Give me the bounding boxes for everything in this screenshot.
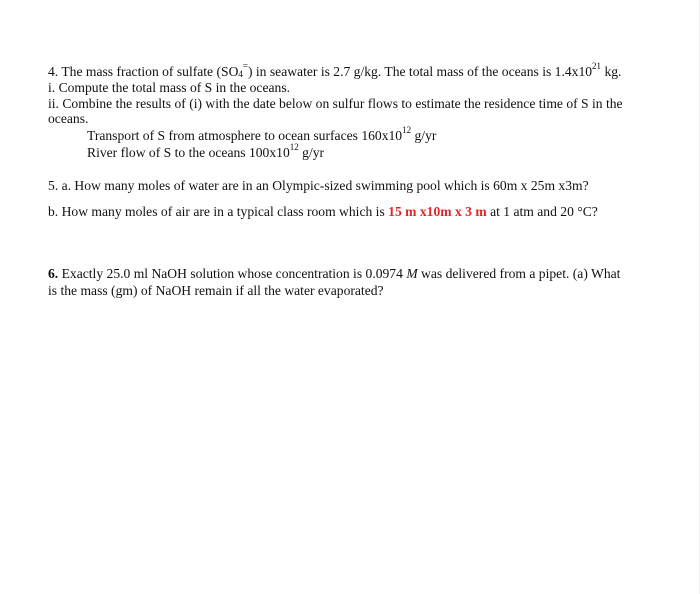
q4-line-4: oceans.	[48, 111, 89, 126]
q4-river-line	[87, 142, 325, 161]
q4-superscript-charge: =	[242, 61, 248, 72]
q4-river-exponent: 12	[289, 142, 299, 153]
q5-b-text-pre: b. How many moles of air are in a typical class room which is	[48, 204, 389, 219]
q5-part-a: 5. a. How many moles of water are in an Olympic-sized swimming pool which is 60m x 25m x3m?	[48, 178, 589, 193]
q5-b-text-post: at 1 atm and 20 °C?	[486, 204, 598, 219]
q4-text-1b: ) in seawater is 2.7 g/kg. The total mass of the oceans is 1.4x10	[247, 64, 593, 79]
q6-line-1	[48, 266, 620, 282]
q4-river-text: River flow of S to the oceans 100x10	[87, 145, 290, 160]
q4-text-1c: kg.	[601, 64, 622, 79]
q4-line-3: ii. Combine the results of (i) with the date below on sulfur flows to estimate the residence time of S in the	[48, 96, 623, 111]
q6-number: 6.	[48, 266, 59, 281]
q6-text-1a: Exactly 25.0 ml NaOH solution whose concentration is 0.0974	[58, 266, 407, 281]
q4-transport-unit: g/yr	[411, 128, 437, 143]
q4-transport-text: Transport of S from atmosphere to ocean surfaces 160x10	[87, 128, 403, 143]
q4-text-1a: 4. The mass fraction of sulfate (SO	[48, 64, 239, 79]
q6-text-1b: was delivered from a pipet. (a) What	[417, 266, 621, 281]
q4-line-1	[48, 61, 622, 80]
q5-b-dimensions: 15 m x10m x 3 m	[388, 204, 487, 219]
q4-river-unit: g/yr	[298, 145, 325, 160]
q5-part-b	[48, 204, 598, 220]
q4-transport-line	[87, 125, 437, 144]
q6-molarity-symbol: M	[406, 266, 418, 281]
q6-line-2: is the mass (gm) of NaOH remain if all the water evaporated?	[48, 283, 384, 298]
q4-exponent: 21	[592, 61, 602, 72]
q4-transport-exponent: 12	[402, 125, 412, 136]
q4-subscript: 4	[238, 68, 243, 79]
q4-line-2: i. Compute the total mass of S in the oceans.	[48, 80, 291, 95]
